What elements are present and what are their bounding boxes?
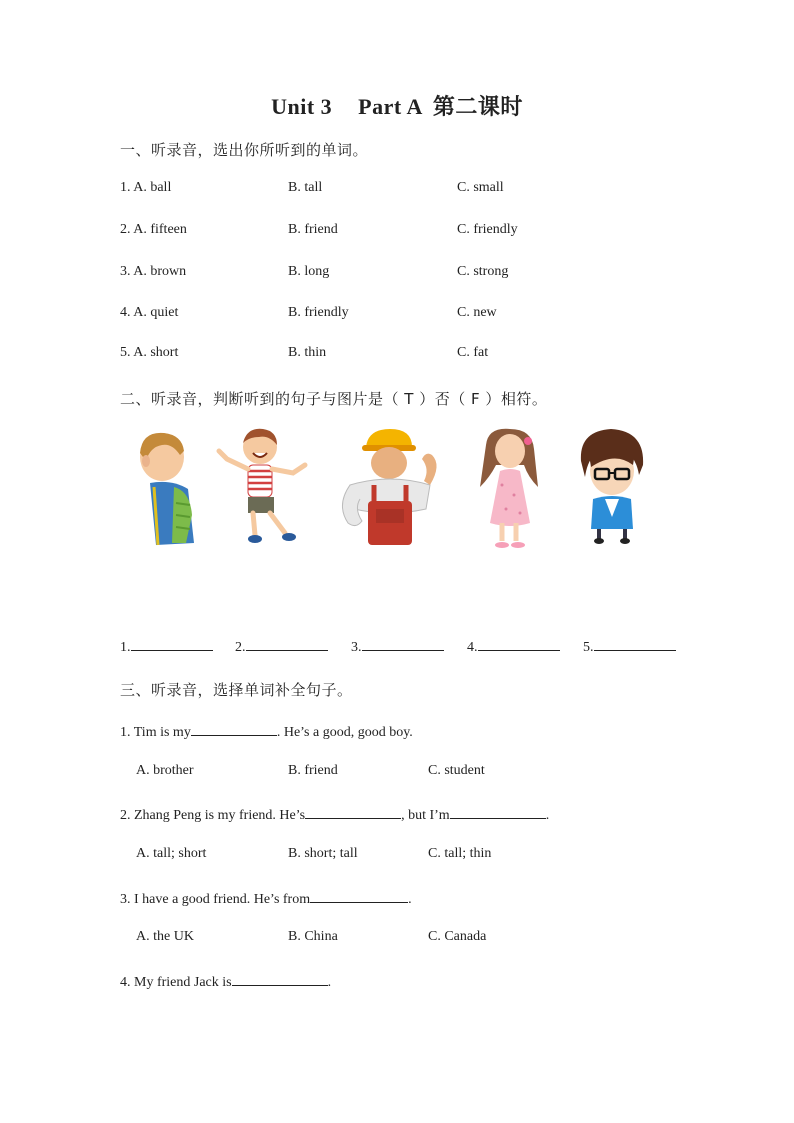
question-1-options — [0, 763, 794, 783]
option-a: 1. A. ball — [120, 180, 172, 195]
option-a: 5. A. short — [120, 345, 179, 360]
section1-heading: 一、听录音，选出你所听到的单词。 — [120, 141, 369, 159]
section1-item-3 — [0, 264, 794, 284]
option-c: C. Canada — [428, 929, 487, 944]
question-text: 4. My friend Jack is — [120, 975, 232, 990]
option-c: C. small — [457, 180, 504, 195]
boy-glasses-figure — [575, 425, 650, 550]
option-c: C. fat — [457, 345, 489, 360]
girl-pink-dress-figure — [472, 425, 547, 550]
strong-worker-figure — [330, 425, 455, 550]
answer-blank-3[interactable] — [351, 636, 444, 656]
page-title — [0, 90, 794, 121]
figures-row — [0, 425, 794, 555]
answer-blank-5[interactable] — [583, 636, 676, 656]
option-b: B. friendly — [288, 305, 349, 320]
blank-number: 4. — [467, 640, 478, 655]
option-a: A. tall; short — [136, 846, 207, 861]
blank-number: 3. — [351, 640, 362, 655]
section3-heading: 三、听录音，选择单词补全句子。 — [120, 681, 353, 699]
option-b: B. long — [288, 264, 330, 279]
question-1 — [120, 721, 413, 741]
option-a: A. brother — [136, 763, 194, 778]
answer-blanks-row — [0, 636, 794, 658]
fill-blank[interactable] — [232, 971, 328, 986]
boy-side-view-figure — [132, 425, 204, 550]
fill-blank[interactable] — [450, 804, 546, 819]
question-text: , but I’m — [401, 808, 450, 823]
fill-blank[interactable] — [191, 721, 277, 736]
title-part: Part A — [358, 94, 423, 119]
option-b: B. tall — [288, 180, 323, 195]
option-b: B. friend — [288, 763, 338, 778]
title-lesson: 第二课时 — [432, 94, 523, 119]
question-3 — [120, 888, 412, 908]
question-3-options — [0, 929, 794, 949]
question-4 — [120, 971, 331, 991]
question-2 — [120, 804, 549, 824]
section1-item-1 — [0, 180, 794, 200]
option-a: 2. A. fifteen — [120, 222, 187, 237]
answer-blank-1[interactable] — [120, 636, 213, 656]
question-text: . — [327, 975, 332, 990]
option-b: B. short; tall — [288, 846, 358, 861]
option-b: B. thin — [288, 345, 327, 360]
section2-heading: 二、听录音，判断听到的句子与图片是（ T ）否（ F ）相符。 — [120, 390, 548, 408]
question-text: . — [545, 808, 550, 823]
title-unit: Unit 3 — [271, 94, 333, 119]
option-a: 3. A. brown — [120, 264, 187, 279]
option-c: C. friendly — [457, 222, 518, 237]
option-c: C. student — [428, 763, 485, 778]
answer-blank-4[interactable] — [467, 636, 560, 656]
question-text: 2. Zhang Peng is my friend. He’s — [120, 808, 306, 823]
option-c: C. strong — [457, 264, 509, 279]
question-text: . — [408, 892, 412, 907]
section1-item-5 — [0, 345, 794, 365]
option-a: A. the UK — [136, 929, 194, 944]
question-text: . He’s a good, good boy. — [276, 725, 413, 740]
blank-number: 1. — [120, 640, 131, 655]
question-text: 1. Tim is my — [120, 725, 191, 740]
option-c: C. new — [457, 305, 497, 320]
option-b: B. friend — [288, 222, 338, 237]
blank-number: 2. — [235, 640, 246, 655]
fill-blank[interactable] — [305, 804, 401, 819]
fill-blank[interactable] — [310, 888, 408, 903]
blank-number: 5. — [583, 640, 594, 655]
option-c: C. tall; thin — [428, 846, 492, 861]
answer-blank-2[interactable] — [235, 636, 328, 656]
question-2-options — [0, 846, 794, 866]
option-b: B. China — [288, 929, 338, 944]
option-a: 4. A. quiet — [120, 305, 179, 320]
section1-item-4 — [0, 305, 794, 325]
boy-dancing-figure — [215, 425, 310, 550]
question-text: 3. I have a good friend. He’s from — [120, 892, 311, 907]
section1-item-2 — [0, 222, 794, 242]
